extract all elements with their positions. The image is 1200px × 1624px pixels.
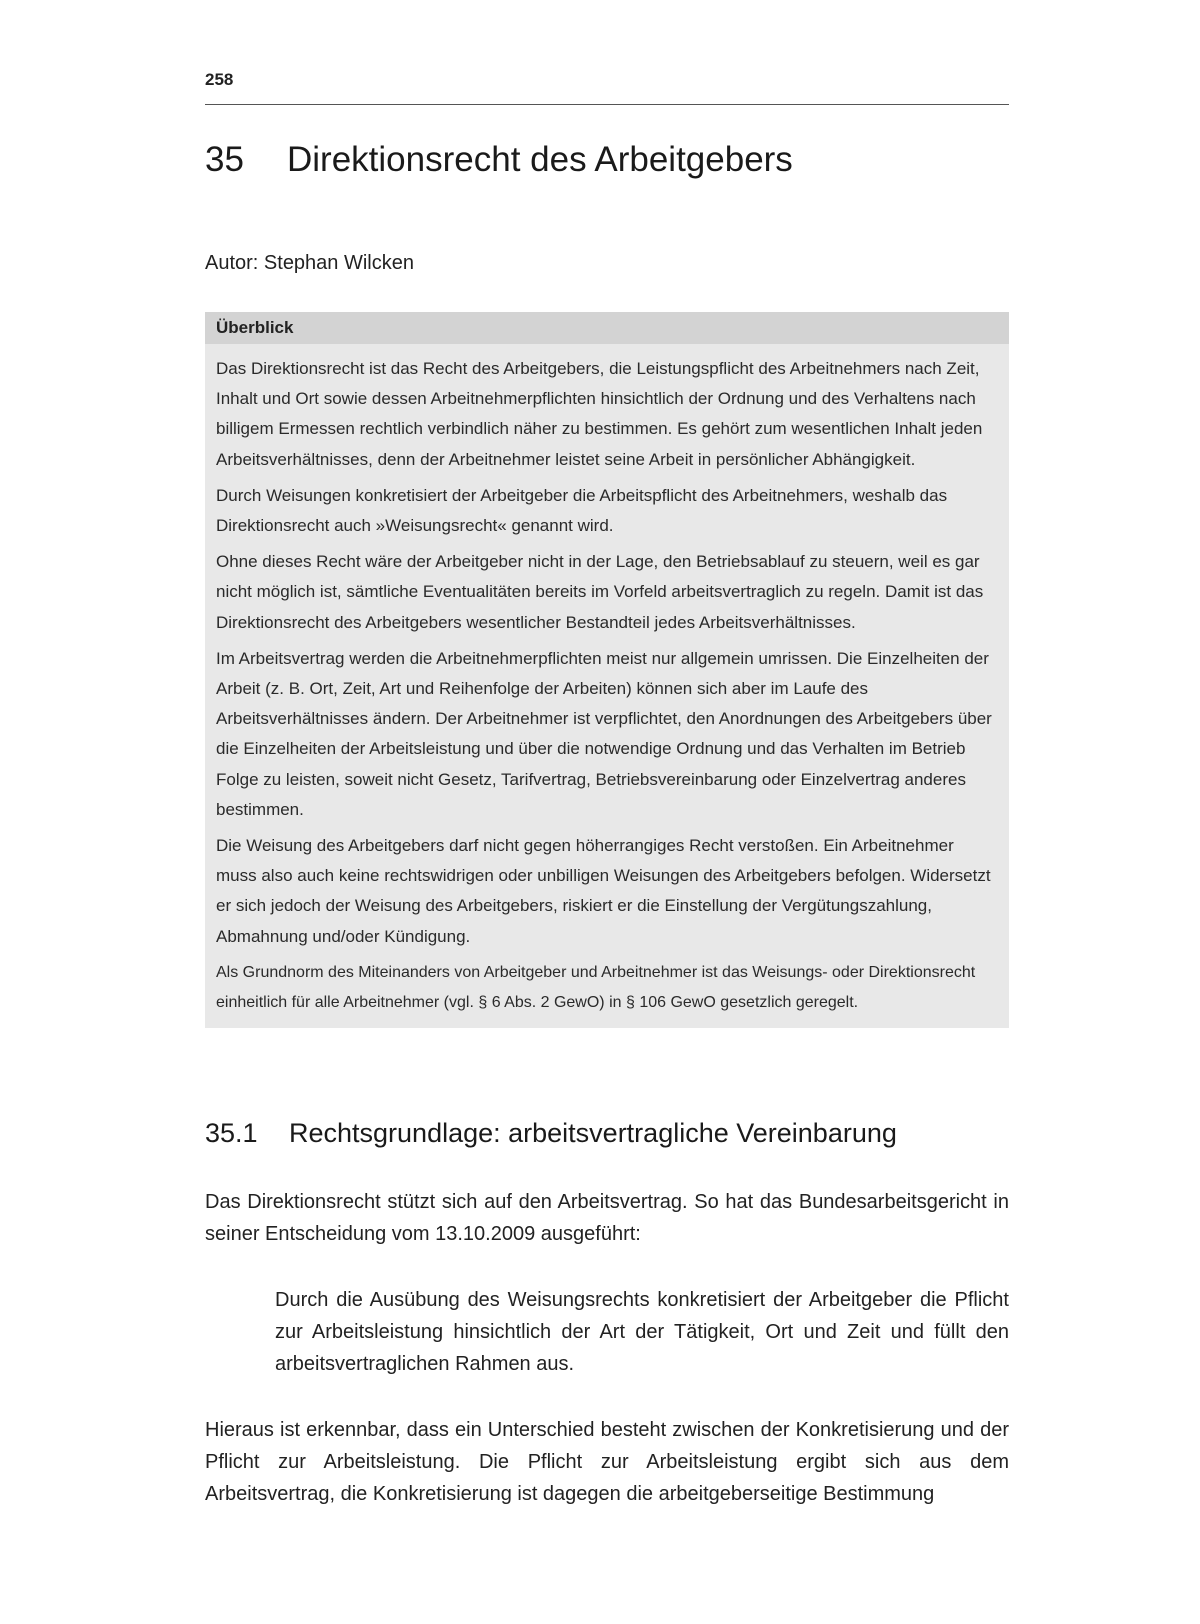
block-quote: Durch die Ausübung des Weisungsrechts konkretisiert der Arbeitgeber die Pflicht zur Arbeitsleistung hinsichtlich der Art der Tätigkeit, Ort und Zeit und füllt den arbeitsvertraglichen Rahmen aus. bbox=[275, 1289, 1009, 1375]
section-number: 35.1 bbox=[205, 1118, 258, 1148]
section-title: Rechtsgrundlage: arbeitsvertragliche Vereinbarung bbox=[289, 1118, 897, 1148]
overview-paragraph: Als Grundnorm des Miteinanders von Arbeitgeber und Arbeitnehmer ist das Weisungs- oder Direktionsrecht einheitlich für alle Arbeitnehmer (vgl. § 6 Abs. 2 GewO) in § 106 GewO gesetzlich geregelt. bbox=[216, 963, 976, 1011]
chapter-number: 35 bbox=[205, 140, 244, 179]
overview-paragraph: Das Direktionsrecht ist das Recht des Arbeitgebers, die Leistungspflicht des Arbeitnehmers nach Zeit, Inhalt und Ort sowie dessen Arbeitnehmerpflichten hinsichtlich der Ordnung und des Verhaltens nach billigem Ermessen rechtlich verbindlich näher zu bestimmen. Es gehört zum wesentlichen Inhalt jeden Arbeitsverhältnisses, denn der Arbeitnehmer leistet seine Arbeit in persönlicher Abhängigkeit. bbox=[216, 359, 983, 469]
page-number: 258 bbox=[205, 70, 234, 89]
header-rule bbox=[205, 104, 1009, 105]
body-paragraph: Das Direktionsrecht stützt sich auf den Arbeitsvertrag. So hat das Bundesarbeitsgericht in seiner Entscheidung vom 13.10.2009 ausgeführt: bbox=[205, 1191, 1009, 1245]
overview-paragraph: Ohne dieses Recht wäre der Arbeitgeber nicht in der Lage, den Betriebsablauf zu steuern, weil es gar nicht möglich ist, sämtliche Eventualitäten bereits im Vorfeld arbeitsvertraglich zu regeln. Damit ist das Direktionsrecht des Arbeitgebers wesentlicher Bestandteil jedes Arbeitsverhältnisses. bbox=[216, 552, 984, 632]
overview-paragraph: Die Weisung des Arbeitgebers darf nicht gegen höherrangiges Recht verstoßen. Ein Arbeitnehmer muss also auch keine rechtswidrigen oder unbilligen Weisungen des Arbeitgebers befolgen. Widersetzt er sich jedoch der Weisung des Arbeitgebers, riskiert er die Einstellung der Vergütungszahlung, Abmahnung und/oder Kündigung. bbox=[216, 836, 991, 946]
body-paragraph: Hieraus ist erkennbar, dass ein Unterschied besteht zwischen der Konkretisierung und der Pflicht zur Arbeitsleistung. Die Pflicht zur Arbeitsleistung ergibt sich aus dem Arbeitsvertrag, die Konkretisierung ist dagegen die arbeitgeberseitige Bestimmung bbox=[205, 1419, 1009, 1505]
overview-paragraph: Im Arbeitsvertrag werden die Arbeitnehmerpflichten meist nur allgemein umrissen. Die Einzelheiten der Arbeit (z. B. Ort, Zeit, Art und Reihenfolge der Arbeiten) können sich aber im Laufe des Arbeitsverhältnisses ändern. Der Arbeitnehmer ist verpflichtet, den Anordnungen des Arbeitgebers über die Einzelheiten der Arbeitsleistung und über die notwendige Ordnung und das Verhalten im Betrieb Folge zu leisten, soweit nicht Gesetz, Tarifvertrag, Betriebsvereinbarung oder Einzelvertrag anderes bestimmen. bbox=[216, 648, 992, 819]
section-heading bbox=[205, 1118, 897, 1149]
overview-box bbox=[205, 312, 1009, 1028]
chapter-title: Direktionsrecht des Arbeitgebers bbox=[287, 140, 793, 179]
chapter-heading bbox=[205, 140, 793, 180]
overview-body bbox=[205, 344, 1009, 1028]
author-line: Autor: Stephan Wilcken bbox=[205, 252, 414, 274]
overview-title: Überblick bbox=[205, 312, 1009, 344]
overview-paragraph: Durch Weisungen konkretisiert der Arbeitgeber die Arbeitspflicht des Arbeitnehmers, weshalb das Direktionsrecht auch »Weisungsrecht« genannt wird. bbox=[216, 485, 948, 536]
